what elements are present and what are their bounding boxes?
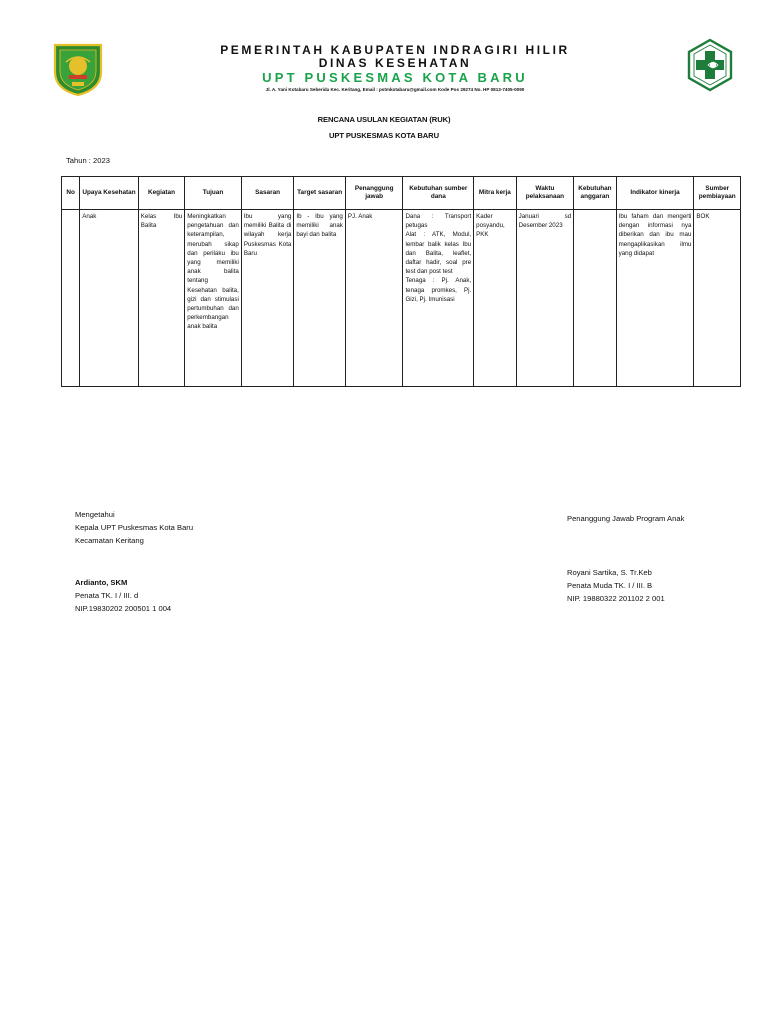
header-penanggung-jawab: Penanggung jawab	[345, 177, 403, 210]
cell-penanggung-jawab: PJ. Anak	[345, 210, 403, 387]
header-waktu-pelaksanaan: Waktu pelaksanaan	[516, 177, 574, 210]
institution-name: UPT PUSKESMAS KOTA BARU	[262, 70, 528, 85]
header-upaya-kesehatan: Upaya Kesehatan	[80, 177, 139, 210]
cell-no	[62, 210, 80, 387]
signature-right-identity	[567, 566, 665, 605]
cell-indikator-kinerja: Ibu faham dan mengerti dengan informasi nya diberikan dan ibu mau mengaplikasikan ilmu yang didapat	[616, 210, 694, 387]
program-lead-title: Penanggung Jawab Program Anak	[567, 514, 685, 523]
header-indikator-kinerja: Indikator kinerja	[616, 177, 694, 210]
cell-mitra-kerja: Kader posyandu, PKK	[474, 210, 516, 387]
district-label: Kecamatan Keritang	[75, 536, 144, 545]
regency-emblem-icon	[52, 42, 104, 96]
dana-transport: Dana : Transport petugas	[405, 213, 472, 230]
header-sasaran: Sasaran	[241, 177, 294, 210]
cell-sasaran: Ibu yang memiliki Balita di wilayah kerja Puskesmas Kota Baru	[241, 210, 294, 387]
header-target-sasaran: Target sasaran	[294, 177, 346, 210]
cell-tujuan: Meningkatkan pengetahuan dan keterampilan, merubah sikap dan perilaku ibu yang memiliki anak balita tentang Kesehatan balita, gizi dan stimulasi pertumbuhan dan perkembangan anak balita	[185, 210, 242, 387]
signature-left-heading	[75, 508, 193, 547]
ruk-table	[61, 176, 741, 387]
header-kegiatan: Kegiatan	[138, 177, 184, 210]
table-row	[62, 210, 741, 387]
signature-right-heading	[567, 512, 684, 525]
cell-kebutuhan-sumber-dana	[403, 210, 474, 387]
header-mitra-kerja: Mitra kerja	[474, 177, 516, 210]
header-sumber-pembiayaan: Sumber pembiayaan	[694, 177, 741, 210]
header-tujuan: Tujuan	[185, 177, 242, 210]
signer-right-nip: NIP. 19880322 201102 2 001	[567, 594, 665, 603]
year-label: Tahun : 2023	[66, 156, 110, 165]
document-subtitle: UPT PUSKESMAS KOTA BARU	[329, 131, 439, 140]
government-name: PEMERINTAH KABUPATEN INDRAGIRI HILIR	[220, 43, 570, 57]
cell-kebutuhan-anggaran	[574, 210, 616, 387]
health-cross-emblem-icon	[686, 38, 734, 92]
cell-kegiatan: Kelas Ibu Balita	[138, 210, 184, 387]
acknowledged-label: Mengetahui	[75, 510, 115, 519]
signer-right-rank: Penata Muda TK. I / III. B	[567, 581, 653, 590]
signer-left-name: Ardianto, SKM	[75, 578, 128, 587]
cell-target-sasaran: Ib - Ibu yang memiliki anak bayi dan balita	[294, 210, 346, 387]
department-name: DINAS KESEHATAN	[318, 56, 472, 70]
signer-left-nip: NIP.19830202 200501 1 004	[75, 604, 172, 613]
cell-sumber-pembiayaan: BOK	[694, 210, 741, 387]
letterhead	[130, 44, 660, 93]
dana-tenaga: Tenaga : Pj. Anak, tenaga promkes, Pj. Gizi, Pj. Imunisasi	[405, 277, 472, 303]
dana-alat: Alat : ATK, Modul, lembar balik kelas Ibu dan Balita, leaflet, daftar hadir, soal pre test dan post test	[405, 231, 472, 276]
header-no: No	[62, 177, 80, 210]
header-kebutuhan-anggaran: Kebutuhan anggaran	[574, 177, 616, 210]
head-title: Kepala UPT Puskesmas Kota Baru	[75, 523, 194, 532]
header-kebutuhan-sumber-dana: Kebutuhan sumber dana	[403, 177, 474, 210]
table-header-row	[62, 177, 741, 210]
cell-upaya-kesehatan: Anak	[80, 210, 139, 387]
cell-waktu-pelaksanaan: Januari sd Desember 2023	[516, 210, 574, 387]
signature-left-identity	[75, 576, 171, 615]
document-title: RENCANA USULAN KEGIATAN (RUK)	[317, 115, 451, 124]
signer-left-rank: Penata TK. I / III. d	[75, 591, 139, 600]
institution-address: Jl. A. Yani Kotabaru Seberida Kec. Keritang, Email : pstmkotabaru@gmail.com Kode Pos 29274 No. HP 0813-7405-0090	[265, 87, 525, 92]
signer-right-name: Royani Sartika, S. Tr.Keb	[567, 568, 652, 577]
